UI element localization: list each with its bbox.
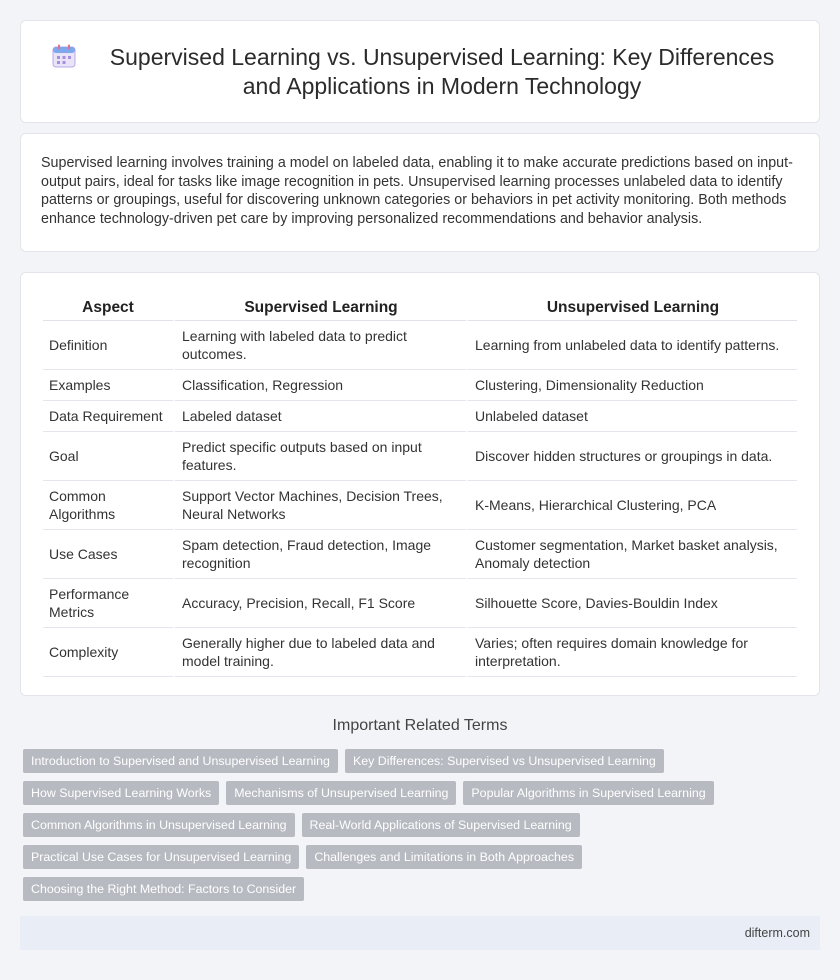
related-term-tag[interactable]: Practical Use Cases for Unsupervised Learning — [23, 845, 299, 869]
header-supervised: Supervised Learning — [173, 295, 466, 321]
related-term-tag[interactable]: Introduction to Supervised and Unsupervised Learning — [23, 749, 338, 773]
table-row — [43, 481, 797, 530]
cell-supervised: Labeled dataset — [173, 401, 466, 432]
intro-paragraph: Supervised learning involves training a model on labeled data, enabling it to make accurate predictions based on input-output pairs, ideal for tasks like image recognition in pets. Unsupervised learning processes unlabeled data to identify patterns or groupings, useful for discovering unknown categories or behaviors in pet activity monitoring. Both methods enhance technology-driven pet care by improving personalized recommendations and behavior analysis. — [41, 155, 793, 227]
footer-site-link[interactable]: difterm.com — [744, 926, 810, 940]
table-row — [43, 401, 797, 432]
cell-aspect: Complexity — [43, 628, 173, 677]
cell-aspect: Common Algorithms — [43, 481, 173, 530]
related-term-tag[interactable]: Challenges and Limitations in Both Approaches — [306, 845, 582, 869]
table-row — [43, 432, 797, 481]
related-term-tag[interactable]: Common Algorithms in Unsupervised Learning — [23, 813, 295, 837]
cell-supervised: Predict specific outputs based on input features. — [173, 432, 466, 481]
cell-unsupervised: K-Means, Hierarchical Clustering, PCA — [466, 481, 797, 530]
intro-card — [20, 133, 820, 252]
cell-unsupervised: Unlabeled dataset — [466, 401, 797, 432]
footer — [20, 916, 820, 950]
table-row — [43, 530, 797, 579]
cell-unsupervised: Silhouette Score, Davies-Bouldin Index — [466, 579, 797, 628]
cell-supervised: Spam detection, Fraud detection, Image recognition — [173, 530, 466, 579]
table-row — [43, 579, 797, 628]
related-term-tag[interactable]: Choosing the Right Method: Factors to Consider — [23, 877, 304, 901]
cell-supervised: Classification, Regression — [173, 370, 466, 401]
cell-supervised: Learning with labeled data to predict outcomes. — [173, 321, 466, 370]
related-term-tag[interactable]: How Supervised Learning Works — [23, 781, 219, 805]
cell-aspect: Goal — [43, 432, 173, 481]
cell-aspect: Examples — [43, 370, 173, 401]
cell-aspect: Data Requirement — [43, 401, 173, 432]
comparison-table-card — [20, 272, 820, 696]
calendar-icon — [51, 43, 77, 69]
cell-unsupervised: Clustering, Dimensionality Reduction — [466, 370, 797, 401]
table-row — [43, 628, 797, 677]
header-card — [20, 20, 820, 123]
page-title: Supervised Learning vs. Unsupervised Learning: Key Differences and Applications in Modern Technology — [109, 43, 775, 99]
header-unsupervised: Unsupervised Learning — [466, 295, 797, 321]
comparison-table — [43, 295, 797, 677]
related-terms-list — [23, 749, 823, 909]
cell-supervised: Generally higher due to labeled data and model training. — [173, 628, 466, 677]
header-aspect: Aspect — [43, 295, 173, 321]
cell-aspect: Performance Metrics — [43, 579, 173, 628]
cell-aspect: Use Cases — [43, 530, 173, 579]
cell-aspect: Definition — [43, 321, 173, 370]
cell-unsupervised: Customer segmentation, Market basket analysis, Anomaly detection — [466, 530, 797, 579]
cell-unsupervised: Discover hidden structures or groupings in data. — [466, 432, 797, 481]
cell-unsupervised: Learning from unlabeled data to identify patterns. — [466, 321, 797, 370]
related-term-tag[interactable]: Mechanisms of Unsupervised Learning — [226, 781, 456, 805]
table-row — [43, 321, 797, 370]
related-term-tag[interactable]: Key Differences: Supervised vs Unsupervised Learning — [345, 749, 664, 773]
related-terms-heading: Important Related Terms — [332, 717, 508, 734]
cell-unsupervised: Varies; often requires domain knowledge for interpretation. — [466, 628, 797, 677]
table-header-row — [43, 295, 797, 321]
related-term-tag[interactable]: Real-World Applications of Supervised Learning — [302, 813, 580, 837]
table-row — [43, 370, 797, 401]
related-term-tag[interactable]: Popular Algorithms in Supervised Learning — [463, 781, 713, 805]
cell-supervised: Support Vector Machines, Decision Trees, Neural Networks — [173, 481, 466, 530]
cell-supervised: Accuracy, Precision, Recall, F1 Score — [173, 579, 466, 628]
